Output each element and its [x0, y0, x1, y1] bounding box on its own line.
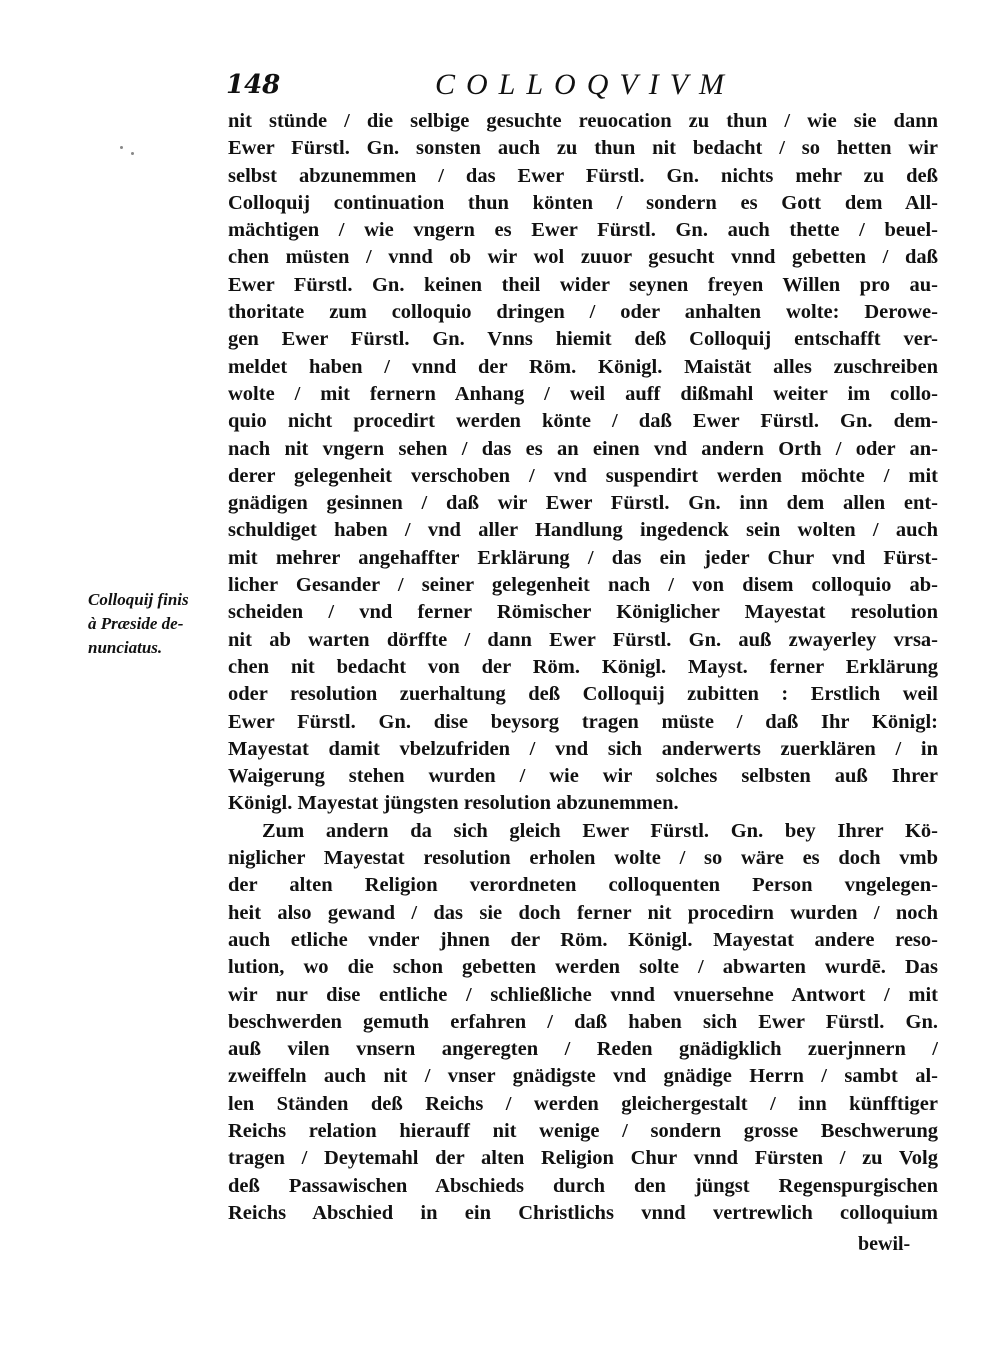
text-line: Ewer Fürstl. Gn. dise beysorg tragen müste / daß Ihr Königl:	[228, 710, 938, 733]
text-line: zweiffeln auch nit / vnser gnädigste vnd gnädige Herrn / sambt al-	[228, 1065, 938, 1088]
text-line: lution, wo die schon gebetten werden solte / abwarten wurdē. Das	[228, 956, 938, 979]
text-line: auß vilen vnsern angeregten / Reden gnädigklich zuerjnnern /	[228, 1038, 938, 1061]
margin-note-line: Colloquij finis	[88, 590, 189, 609]
text-line: Ewer Fürstl. Gn. sonsten auch zu thun nit bedacht / so hetten wir	[228, 137, 938, 160]
text-line: auch etliche vnder jhnen der Röm. Königl. Mayestat andere reso-	[228, 928, 938, 951]
text-line: derer gelegenheit verschoben / vnd suspendirt werden möchte / mit	[228, 464, 938, 487]
text-line: Reichs Abschied in ein Christlichs vnnd vertrewlich colloquium	[228, 1201, 938, 1224]
text-line: nit stünde / die selbige gesuchte reuocation zu thun / wie sie dann	[228, 110, 938, 132]
text-line: wolte / mit fernern Anhang / weil auff dißmahl weiter im collo-	[228, 382, 938, 405]
margin-note-line: à Præside de-	[88, 614, 184, 633]
text-line: Reichs relation hierauff nit wenige / sondern grosse Beschwerung	[228, 1119, 938, 1142]
text-line: chen müsten / vnnd ob wir wol zuuor gesucht vnnd gebetten / daß	[228, 246, 938, 269]
text-line: thoritate zum colloquio dringen / oder anhalten wolte: Derowe-	[228, 301, 938, 324]
text-line: Zum andern da sich gleich Ewer Fürstl. Gn. bey Ihrer Kö-	[262, 819, 938, 842]
text-line: wir nur dise entliche / schließliche vnnd vnuersehne Antwort / mit	[228, 983, 938, 1006]
running-head: COLLOQVIVM	[435, 68, 736, 101]
text-line: Ewer Fürstl. Gn. keinen theil wider seynen freyen Willen pro au-	[228, 273, 938, 296]
text-line: mächtigen / wie vngern es Ewer Fürstl. Gn. auch thette / beuel-	[228, 219, 938, 242]
text-line: tragen / Deytemahl der alten Religion Chur vnnd Fürsten / zu Volg	[228, 1147, 938, 1170]
text-line: nit ab warten dörffte / dann Ewer Fürstl. Gn. auß zwayerley vrsa-	[228, 628, 938, 651]
text-line: heit also gewand / das sie doch ferner nit procedirn wurden / noch	[228, 901, 938, 924]
paper-speck	[120, 146, 123, 149]
text-line: Königl. Mayestat jüngsten resolution abzunemmen.	[228, 792, 679, 815]
text-line: oder resolution zuerhaltung deß Colloquij zubitten : Erstlich weil	[228, 683, 938, 706]
text-line: niglicher Mayestat resolution erholen wolte / so wäre es doch vmb	[228, 847, 938, 870]
text-line: gnädigen gesinnen / daß wir Ewer Fürstl. Gn. inn dem allen ent-	[228, 492, 938, 515]
text-line: licher Gesander / seiner gelegenheit nach / von disem colloquio ab-	[228, 574, 938, 597]
paper-speck	[131, 152, 134, 155]
text-line: Waigerung stehen wurden / wie wir solches selbsten auß Ihrer	[228, 765, 938, 788]
margin-note-line: nunciatus.	[88, 638, 163, 657]
body-text	[228, 108, 938, 1227]
text-line: quio nicht procedirt werden könte / daß Ewer Fürstl. Gn. dem-	[228, 410, 938, 433]
text-line: der alten Religion verordneten colloquenten Person vngelegen-	[228, 874, 938, 897]
text-line: beschwerden gemuth erfahren / daß haben sich Ewer Fürstl. Gn.	[228, 1010, 938, 1033]
text-line: Mayestat damit vbelzufriden / vnd sich anderwerts zuerklären / in	[228, 737, 938, 760]
text-line: chen nit bedacht von der Röm. Königl. Mayst. ferner Erklärung	[228, 655, 938, 678]
catchword: bewil-	[858, 1233, 911, 1255]
text-line: scheiden / vnd ferner Römischer Königlicher Mayestat resolution	[228, 601, 938, 624]
text-line: gen Ewer Fürstl. Gn. Vnns hiemit deß Colloquij entschafft ver-	[228, 328, 938, 351]
page-number: 148	[226, 70, 281, 100]
text-line: schuldiget haben / vnd aller Handlung ingedenck sein wolten / auch	[228, 519, 938, 542]
text-line: selbst abzunemmen / das Ewer Fürstl. Gn. nichts mehr zu deß	[228, 164, 938, 187]
text-line: mit mehrer angehaffter Erklärung / das ein jeder Chur vnd Fürst-	[228, 546, 938, 569]
text-line: Colloquij continuation thun könten / sondern es Gott dem All-	[228, 191, 938, 214]
text-line: len Ständen deß Reichs / werden gleichergestalt / inn künfftiger	[228, 1092, 938, 1115]
text-line: nach nit vngern sehen / das es an einen vnd andern Orth / oder an-	[228, 437, 938, 460]
text-line: deß Passawischen Abschieds durch den jüngst Regenspurgischen	[228, 1174, 938, 1197]
text-line: meldet haben / vnnd der Röm. Königl. Maistät alles zuschreiben	[228, 355, 938, 378]
margin-note	[88, 588, 228, 660]
